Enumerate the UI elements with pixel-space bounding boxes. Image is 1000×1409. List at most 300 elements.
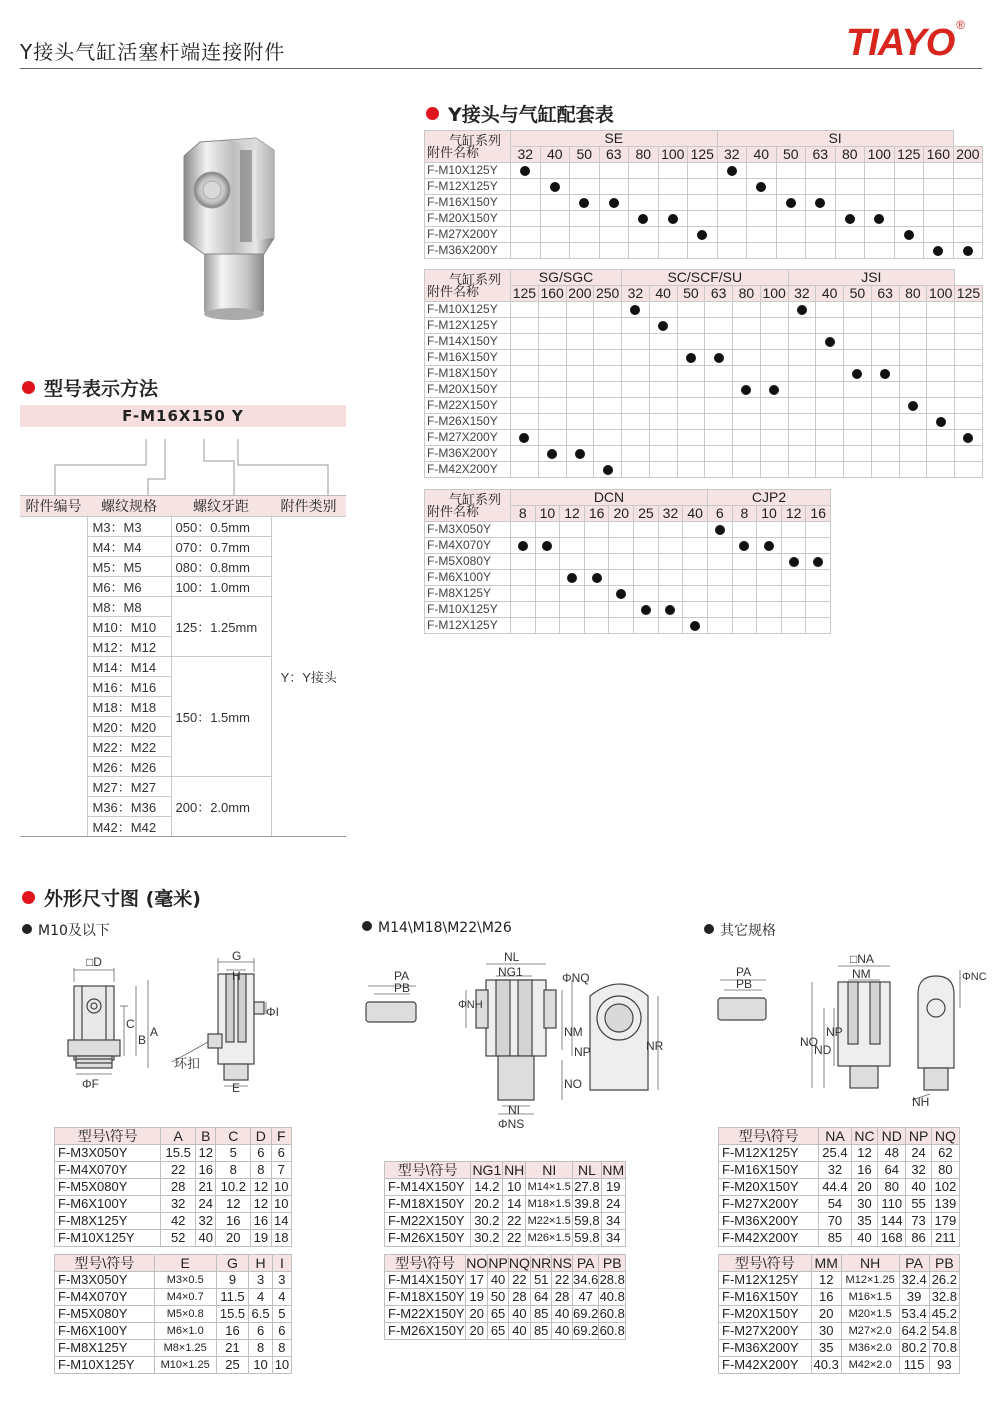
match-cell	[927, 366, 955, 382]
match-cell	[570, 227, 600, 243]
table-row	[425, 522, 831, 538]
match-cell	[927, 462, 955, 478]
match-cell	[899, 302, 927, 318]
match-cell	[511, 618, 536, 634]
match-dot-icon	[789, 557, 799, 567]
dims-cell: 3	[249, 1272, 273, 1289]
match-cell	[584, 522, 609, 538]
match-cell	[844, 414, 872, 430]
dim-label-pa: PA	[394, 969, 410, 983]
dims-cell: F-M10X125Y	[55, 1230, 161, 1247]
dims-cell: 22	[503, 1213, 526, 1230]
match-cell	[622, 350, 650, 366]
part-name: F-M20X150Y	[425, 382, 511, 398]
match-cell	[865, 195, 895, 211]
dims-header: NM	[602, 1162, 625, 1178]
part-name: F-M14X150Y	[425, 334, 511, 350]
dims-cell: 54.8	[929, 1323, 959, 1340]
match-cell	[894, 179, 924, 195]
dims-cell: 40	[196, 1230, 216, 1247]
match-cell	[953, 243, 983, 259]
dims-cell: 34	[601, 1230, 625, 1247]
match-cell	[733, 334, 761, 350]
bore-size: 50	[677, 286, 705, 302]
dims-table-c1	[718, 1127, 960, 1247]
match-cell	[955, 446, 983, 462]
dim-label-no: NO	[800, 1035, 818, 1049]
dims-cell: 12	[851, 1145, 877, 1162]
dims-header: NL	[573, 1162, 601, 1179]
match-cell	[677, 302, 705, 318]
section-title-match-text: Y接头与气缸配套表	[448, 104, 614, 126]
dims-cell: 15.5	[216, 1306, 249, 1323]
match-cell	[622, 414, 650, 430]
match-cell	[622, 430, 650, 446]
dims-cell: 9	[216, 1272, 249, 1289]
thread-spec: M8：M8	[87, 597, 171, 617]
match-cell	[566, 462, 594, 478]
match-table-se-si	[424, 130, 982, 259]
match-cell	[683, 586, 708, 602]
pitch-spec: 070：0.7mm	[171, 537, 271, 557]
match-cell	[609, 538, 634, 554]
match-cell	[535, 602, 560, 618]
dims-cell: 64	[878, 1162, 906, 1179]
dims-cell: 52	[161, 1230, 196, 1247]
match-dot-icon	[813, 557, 823, 567]
section-title-match	[426, 100, 614, 127]
dims-cell: 34.6	[573, 1272, 599, 1287]
bore-size: 40	[816, 286, 844, 302]
dim-label-a: A	[150, 1025, 159, 1039]
dims-header: NQ	[931, 1128, 959, 1145]
dims-cell: 93	[929, 1357, 959, 1374]
match-cell	[658, 195, 688, 211]
match-cell	[927, 446, 955, 462]
match-cell	[566, 302, 594, 318]
table-row	[385, 1196, 626, 1213]
bore-size: 40	[747, 147, 777, 163]
table-row	[425, 430, 983, 446]
match-cell	[865, 163, 895, 179]
dims-cell: 24	[196, 1196, 216, 1213]
dims-cell: 44.4	[819, 1179, 852, 1196]
match-dot-icon	[665, 605, 675, 615]
match-cell	[594, 398, 622, 414]
match-cell	[705, 430, 733, 446]
table-row	[55, 1323, 292, 1340]
part-name: F-M27X200Y	[425, 430, 511, 446]
dims-cell: 60.8	[599, 1323, 625, 1338]
table-row	[425, 538, 831, 554]
bore-size: 10	[757, 506, 782, 522]
match-cell	[788, 430, 816, 446]
dims-cell: 110	[878, 1196, 906, 1213]
section-title-dims	[22, 884, 201, 911]
dim-label-ng1: NG1	[498, 965, 523, 979]
spec-header: 螺纹牙距	[171, 496, 271, 517]
dims-cell: 30	[851, 1196, 877, 1213]
match-cell	[634, 586, 659, 602]
match-cell	[560, 602, 585, 618]
model-code: F-M16X150 Y	[122, 407, 244, 425]
match-cell	[649, 318, 677, 334]
dims-cell: 40	[508, 1306, 530, 1323]
match-cell	[649, 462, 677, 478]
match-dot-icon	[520, 166, 530, 176]
table-row	[719, 1145, 960, 1162]
match-cell	[705, 302, 733, 318]
part-name: F-M36X200Y	[425, 446, 511, 462]
dims-cell: F-M4X070Y	[55, 1162, 161, 1179]
table-row	[385, 1213, 626, 1230]
bore-size: 100	[760, 286, 788, 302]
match-cell	[511, 538, 536, 554]
dims-cell: 6	[249, 1323, 273, 1340]
dims-cell: 19	[601, 1179, 625, 1196]
table-row	[425, 586, 831, 602]
match-dot-icon	[592, 573, 602, 583]
match-cell	[816, 398, 844, 414]
match-cell	[894, 227, 924, 243]
part-name: F-M18X150Y	[425, 366, 511, 382]
dims-cell: F-M20X150Y	[719, 1306, 812, 1323]
match-cell	[535, 554, 560, 570]
table-row	[425, 211, 983, 227]
series-group: SG/SGC	[511, 270, 622, 286]
match-cell	[806, 179, 836, 195]
table-row	[385, 1323, 626, 1340]
dims-cell: 40.3	[811, 1357, 841, 1374]
bore-size: 200	[566, 286, 594, 302]
dims-cell: 55	[906, 1196, 931, 1213]
corner-series: 气缸系列	[449, 271, 502, 287]
match-cell	[955, 414, 983, 430]
corner-part: 附件名称	[427, 144, 480, 160]
dim-label-nq: ΦNQ	[562, 971, 590, 985]
dims-cell: F-M6X100Y	[55, 1196, 161, 1213]
table-row	[425, 163, 983, 179]
match-cell	[871, 430, 899, 446]
match-dot-icon	[519, 433, 529, 443]
match-cell	[717, 195, 747, 211]
dims-cell: 40.8	[599, 1289, 625, 1304]
match-cell	[570, 179, 600, 195]
dims-cell: M10×1.25	[154, 1357, 216, 1374]
match-cell	[894, 243, 924, 259]
series-group: JSI	[788, 270, 955, 286]
dims-cell: 6	[271, 1145, 291, 1162]
part-name: F-M36X200Y	[425, 243, 511, 259]
dims-cell: M12×1.25	[841, 1272, 899, 1289]
match-cell	[871, 382, 899, 398]
part-name: F-M10X125Y	[425, 602, 511, 618]
match-cell	[865, 179, 895, 195]
match-cell	[757, 586, 782, 602]
dims-cell: F-M4X070Y	[55, 1289, 155, 1306]
dims-cell: 19	[251, 1230, 271, 1247]
match-cell	[560, 618, 585, 634]
dims-header: NS	[552, 1255, 572, 1271]
dims-cell: 32.8	[929, 1289, 959, 1306]
black-bullet-icon	[22, 924, 32, 934]
table-row	[55, 1306, 292, 1323]
match-cell	[899, 414, 927, 430]
dims-cell: 16	[811, 1289, 841, 1306]
part-name: F-M16X150Y	[425, 350, 511, 366]
match-cell	[816, 366, 844, 382]
match-cell	[677, 462, 705, 478]
dims-cell: 32.4	[899, 1272, 929, 1289]
table-row	[425, 227, 983, 243]
part-name: F-M26X150Y	[425, 414, 511, 430]
dims-header: D	[251, 1128, 271, 1145]
dims-header: NP	[488, 1255, 508, 1271]
match-dot-icon	[963, 246, 973, 256]
table-row	[425, 350, 983, 366]
match-cell	[760, 350, 788, 366]
match-dot-icon	[845, 214, 855, 224]
match-cell	[899, 430, 927, 446]
dims-header: 型号\符号	[719, 1128, 819, 1145]
series-group: SE	[511, 131, 718, 147]
table-row	[425, 195, 983, 211]
dims-cell: 102	[931, 1179, 959, 1196]
dims-cell: M20×1.5	[841, 1306, 899, 1323]
match-dot-icon	[880, 369, 890, 379]
match-cell	[594, 430, 622, 446]
dims-cell: 59.8	[574, 1230, 600, 1245]
table-row	[425, 462, 983, 478]
dims-table-c2	[718, 1254, 960, 1374]
dims-cell: F-M22X150Y	[385, 1306, 466, 1323]
dims-cell: M16×1.5	[841, 1289, 899, 1306]
match-cell	[844, 318, 872, 334]
dims-cell: 168	[878, 1230, 906, 1247]
dims-header: F	[271, 1128, 291, 1145]
match-cell	[594, 446, 622, 462]
match-cell	[511, 366, 539, 382]
part-name: F-M12X125Y	[425, 318, 511, 334]
dims-cell: 27.8	[574, 1179, 600, 1194]
match-cell	[622, 366, 650, 382]
table-row	[385, 1179, 626, 1196]
match-cell	[844, 334, 872, 350]
bore-size: 125	[955, 286, 983, 302]
match-cell	[540, 195, 570, 211]
table-row	[55, 1357, 292, 1374]
match-dot-icon	[579, 198, 589, 208]
match-cell	[511, 334, 539, 350]
dims-cell: 28	[552, 1289, 573, 1306]
match-cell	[927, 414, 955, 430]
thread-spec: M27：M27	[87, 777, 171, 797]
section-title-dims-text: 外形尺寸图 (毫米)	[44, 888, 201, 910]
match-cell	[540, 227, 570, 243]
dims-cell: 21	[216, 1340, 249, 1357]
dims-cell: 39	[899, 1289, 929, 1306]
dims-cell: 45.2	[929, 1306, 959, 1323]
dims-cell: 14	[503, 1196, 526, 1213]
match-dot-icon	[764, 541, 774, 551]
bore-size: 125	[511, 286, 539, 302]
match-cell	[707, 586, 732, 602]
table-row	[719, 1196, 960, 1213]
match-dot-icon	[567, 573, 577, 583]
match-dot-icon	[697, 230, 707, 240]
match-cell	[688, 227, 718, 243]
table-row	[719, 1213, 960, 1230]
dims-cell: 20.2	[471, 1196, 503, 1213]
dims-header: G	[216, 1255, 249, 1272]
match-cell	[760, 398, 788, 414]
table-row	[425, 570, 831, 586]
dims-header: I	[272, 1255, 291, 1272]
match-cell	[781, 618, 806, 634]
match-dot-icon	[658, 321, 668, 331]
match-cell	[560, 586, 585, 602]
table-row	[425, 318, 983, 334]
match-cell	[733, 398, 761, 414]
bore-size: 63	[871, 286, 899, 302]
dim-label-h: H	[232, 969, 241, 983]
dims-cell: 3	[272, 1272, 291, 1289]
match-cell	[732, 538, 757, 554]
match-cell	[788, 446, 816, 462]
match-dot-icon	[769, 385, 779, 395]
table-row	[719, 1306, 960, 1323]
dims-cell: 40	[552, 1323, 573, 1340]
match-cell	[760, 462, 788, 478]
match-cell	[844, 462, 872, 478]
match-cell	[717, 211, 747, 227]
dims-cell: M6×1.0	[154, 1323, 216, 1340]
thread-spec: M26：M26	[87, 757, 171, 777]
dims-cell: F-M42X200Y	[719, 1357, 812, 1374]
bore-size: 50	[776, 147, 806, 163]
match-cell	[658, 602, 683, 618]
match-cell	[757, 602, 782, 618]
match-cell	[677, 430, 705, 446]
match-cell	[511, 318, 539, 334]
dims-cell: 25.4	[819, 1145, 852, 1162]
dims-cell: 80	[931, 1162, 959, 1179]
series-group: SC/SCF/SU	[622, 270, 789, 286]
dims-cell: 65	[488, 1323, 509, 1340]
match-cell	[747, 163, 777, 179]
match-cell	[649, 414, 677, 430]
match-cell	[658, 227, 688, 243]
match-cell	[658, 538, 683, 554]
table-row	[55, 1340, 292, 1357]
thread-spec: M20：M20	[87, 717, 171, 737]
match-cell	[566, 398, 594, 414]
match-cell	[707, 554, 732, 570]
dims-cell: F-M8X125Y	[55, 1340, 155, 1357]
match-cell	[955, 318, 983, 334]
match-dot-icon	[904, 230, 914, 240]
dims-cell: 53.4	[899, 1306, 929, 1323]
match-cell	[806, 522, 831, 538]
spec-header: 附件类别	[271, 496, 346, 517]
match-cell	[511, 211, 541, 227]
dims-cell: M3×0.5	[154, 1272, 216, 1289]
black-bullet-icon	[704, 924, 714, 934]
match-dot-icon	[550, 182, 560, 192]
table-row	[55, 1289, 292, 1306]
match-cell	[511, 586, 536, 602]
match-cell	[732, 522, 757, 538]
dims-cell: F-M20X150Y	[719, 1179, 819, 1196]
thread-spec: M14：M14	[87, 657, 171, 677]
match-cell	[788, 366, 816, 382]
match-cell	[707, 602, 732, 618]
match-cell	[757, 554, 782, 570]
dims-cell: 10	[271, 1179, 291, 1196]
match-cell	[844, 446, 872, 462]
match-cell	[788, 398, 816, 414]
match-cell	[806, 227, 836, 243]
bore-size: 8	[732, 506, 757, 522]
match-cell	[688, 243, 718, 259]
dims-header: MM	[811, 1255, 841, 1272]
match-cell	[899, 366, 927, 382]
dims-header: NO	[466, 1255, 488, 1271]
dims-header: NP	[906, 1128, 931, 1145]
bore-size: 50	[844, 286, 872, 302]
match-cell	[871, 334, 899, 350]
dim-label-nl: NL	[504, 950, 520, 964]
dims-cell: 40	[552, 1306, 573, 1323]
dims-cell: 42	[161, 1213, 196, 1230]
dims-cell: F-M16X150Y	[719, 1162, 819, 1179]
table-row	[425, 243, 983, 259]
dim-label-ni: NI	[508, 1103, 520, 1117]
match-cell	[816, 462, 844, 478]
match-cell	[629, 227, 659, 243]
match-cell	[717, 243, 747, 259]
match-cell	[776, 179, 806, 195]
match-cell	[844, 302, 872, 318]
match-cell	[540, 243, 570, 259]
match-dot-icon	[686, 353, 696, 363]
corner-part: 附件名称	[427, 503, 480, 519]
match-cell	[899, 462, 927, 478]
bore-size: 25	[634, 506, 659, 522]
match-cell	[535, 586, 560, 602]
table-row	[55, 1145, 292, 1162]
match-cell	[733, 430, 761, 446]
dims-cell: 47	[572, 1289, 598, 1306]
match-cell	[760, 302, 788, 318]
match-dot-icon	[547, 449, 557, 459]
match-cell	[560, 538, 585, 554]
bore-size: 160	[538, 286, 566, 302]
dims-cell: 85	[531, 1306, 552, 1323]
match-cell	[899, 382, 927, 398]
match-cell	[806, 570, 831, 586]
match-cell	[622, 462, 650, 478]
match-cell	[844, 398, 872, 414]
match-cell	[599, 243, 629, 259]
dims-cell: 12	[811, 1272, 841, 1289]
match-cell	[707, 618, 732, 634]
match-cell	[683, 602, 708, 618]
match-cell	[629, 179, 659, 195]
match-cell	[705, 382, 733, 398]
dims-cell: 35	[811, 1340, 841, 1357]
dims-cell: F-M18X150Y	[385, 1196, 471, 1213]
